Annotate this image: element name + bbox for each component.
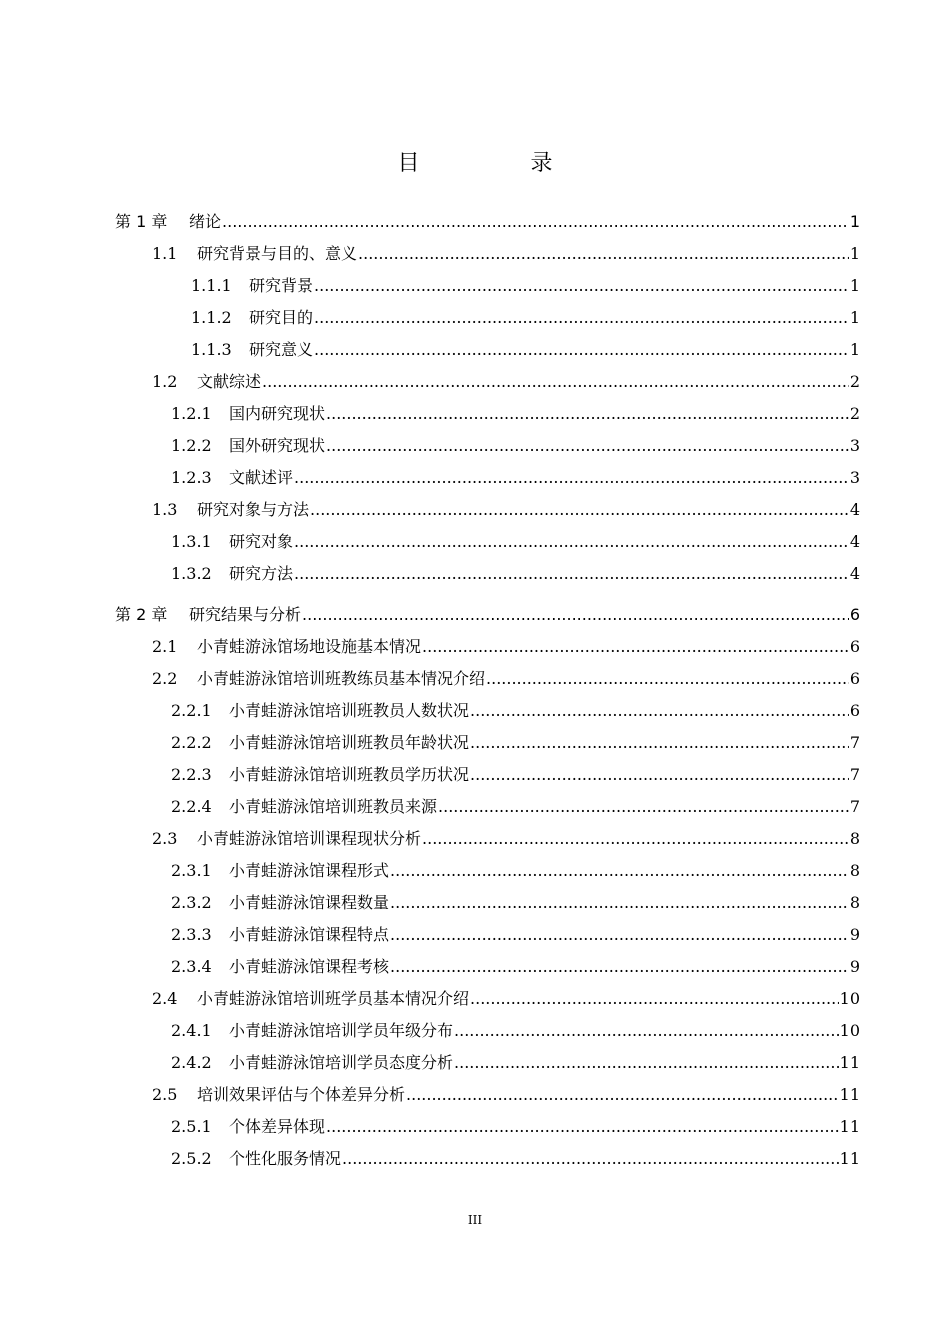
toc-entry-number: 2.3 [152, 829, 178, 848]
toc-entry[interactable] [152, 827, 860, 851]
toc-entry[interactable] [152, 242, 860, 266]
toc-entry-page-number: 1 [849, 308, 860, 327]
toc-entry-number: 2.5.1 [171, 1117, 212, 1136]
toc-entry-page-number: 11 [839, 1149, 860, 1168]
toc-entry-title: 绪论 [189, 212, 222, 231]
toc-entry[interactable] [171, 466, 860, 490]
toc-entry-page-number: 10 [839, 1021, 860, 1040]
toc-entry-page-number: 1 [849, 212, 860, 231]
toc-dot-leader [454, 1019, 839, 1043]
toc-entry-number: 2.2 [152, 669, 178, 688]
toc-entry-page-number: 8 [849, 893, 860, 912]
toc-entry[interactable] [171, 955, 860, 979]
toc-dot-leader [438, 795, 849, 819]
toc-entry[interactable] [152, 1083, 860, 1107]
toc-entry-page-number: 2 [849, 372, 860, 391]
toc-entry-number: 1.3.1 [171, 532, 212, 551]
toc-entry-page-number: 6 [849, 669, 860, 688]
toc-entry[interactable] [152, 635, 860, 659]
toc-entry-page-number: 8 [849, 829, 860, 848]
toc-entry-title: 小青蛙游泳馆场地设施基本情况 [197, 637, 422, 656]
toc-entry[interactable] [152, 667, 860, 691]
toc-entry-page-number: 11 [839, 1117, 860, 1136]
toc-entry-number: 2.2.3 [171, 765, 212, 784]
toc-entry-page-number: 3 [849, 468, 860, 487]
toc-entry-number: 1.2 [152, 372, 178, 391]
toc-dot-leader [314, 338, 849, 362]
toc-dot-leader [326, 402, 849, 426]
toc-entry-title: 国外研究现状 [229, 436, 326, 455]
toc-entry-page-number: 7 [849, 765, 860, 784]
toc-dot-leader [390, 891, 849, 915]
toc-entry[interactable] [171, 1115, 860, 1139]
toc-entry-title: 个性化服务情况 [229, 1149, 342, 1168]
toc-dot-leader [222, 210, 849, 234]
toc-entry-page-number: 11 [839, 1053, 860, 1072]
toc-entry-title: 国内研究现状 [229, 404, 326, 423]
toc-dot-leader [326, 434, 849, 458]
toc-entry-page-number: 6 [849, 637, 860, 656]
toc-entry-title: 小青蛙游泳馆培训班教员年龄状况 [229, 733, 470, 752]
toc-dot-leader [470, 763, 849, 787]
toc-entry[interactable] [115, 603, 860, 627]
toc-entry[interactable] [191, 274, 860, 298]
toc-entry-title: 小青蛙游泳馆课程数量 [229, 893, 390, 912]
toc-entry-number: 2.2.4 [171, 797, 212, 816]
toc-entry-number: 1.1 [152, 244, 178, 263]
toc-entry-number: 2.4.2 [171, 1053, 212, 1072]
toc-dot-leader [326, 1115, 839, 1139]
toc-entry-title: 研究结果与分析 [189, 605, 302, 624]
toc-entry[interactable] [171, 859, 860, 883]
toc-entry-title: 小青蛙游泳馆课程特点 [229, 925, 390, 944]
toc-entry-number: 2.4 [152, 989, 178, 1008]
toc-entry-number: 1.1.3 [191, 340, 232, 359]
toc-entry-page-number: 11 [839, 1085, 860, 1104]
toc-entry-number: 第 1 章 [115, 212, 168, 231]
toc-entry-title: 研究目的 [249, 308, 314, 327]
toc-entry-page-number: 8 [849, 861, 860, 880]
toc-entry[interactable] [171, 530, 860, 554]
toc-entry-title: 小青蛙游泳馆培训班教练员基本情况介绍 [197, 669, 486, 688]
toc-entry-title: 小青蛙游泳馆培训班学员基本情况介绍 [197, 989, 470, 1008]
toc-entry-page-number: 6 [849, 605, 860, 624]
toc-entry-number: 1.2.3 [171, 468, 212, 487]
toc-entry-page-number: 1 [849, 244, 860, 263]
toc-dot-leader [422, 635, 849, 659]
toc-entry-title: 培训效果评估与个体差异分析 [197, 1085, 406, 1104]
toc-entry-number: 2.4.1 [171, 1021, 212, 1040]
toc-entry[interactable] [171, 402, 860, 426]
toc-entry-number: 2.3.1 [171, 861, 212, 880]
toc-entry-number: 2.5.2 [171, 1149, 212, 1168]
toc-entry-page-number: 7 [849, 733, 860, 752]
toc-entry[interactable] [152, 498, 860, 522]
toc-entry[interactable] [171, 434, 860, 458]
toc-dot-leader [454, 1051, 839, 1075]
toc-entry-title: 研究意义 [249, 340, 314, 359]
toc-dot-leader [390, 859, 849, 883]
toc-entry[interactable] [171, 562, 860, 586]
toc-entry-page-number: 2 [849, 404, 860, 423]
toc-dot-leader [302, 603, 849, 627]
toc-entry[interactable] [171, 731, 860, 755]
toc-entry-page-number: 4 [849, 564, 860, 583]
toc-dot-leader [294, 562, 849, 586]
toc-entry-number: 1.2.1 [171, 404, 212, 423]
toc-dot-leader [342, 1147, 839, 1171]
toc-entry-title: 小青蛙游泳馆培训学员态度分析 [229, 1053, 454, 1072]
toc-dot-leader [406, 1083, 839, 1107]
toc-entry-number: 1.3 [152, 500, 178, 519]
toc-entry-number: 2.3.2 [171, 893, 212, 912]
toc-entry-page-number: 4 [849, 500, 860, 519]
toc-dot-leader [310, 498, 849, 522]
toc-entry-number: 2.3.3 [171, 925, 212, 944]
page-number-footer: III [467, 1213, 483, 1227]
toc-entry-number: 1.1.2 [191, 308, 232, 327]
toc-dot-leader [294, 466, 849, 490]
toc-entry-page-number: 7 [849, 797, 860, 816]
toc-entry[interactable] [191, 306, 860, 330]
toc-entry-title: 小青蛙游泳馆培训班教员来源 [229, 797, 438, 816]
toc-entry[interactable] [171, 923, 860, 947]
toc-entry-title: 研究对象与方法 [197, 500, 310, 519]
toc-entry-number: 2.1 [152, 637, 178, 656]
toc-entry-page-number: 10 [839, 989, 860, 1008]
toc-entry-number: 1.2.2 [171, 436, 212, 455]
toc-entry[interactable] [152, 370, 860, 394]
toc-entry[interactable] [171, 1147, 860, 1171]
toc-dot-leader [358, 242, 849, 266]
toc-entry[interactable] [171, 891, 860, 915]
toc-dot-leader [422, 827, 849, 851]
toc-entry-title: 小青蛙游泳馆培训班教员学历状况 [229, 765, 470, 784]
toc-entry-title: 个体差异体现 [229, 1117, 326, 1136]
toc-dot-leader [486, 667, 849, 691]
toc-dot-leader [470, 699, 849, 723]
toc-dot-leader [390, 923, 849, 947]
toc-entry-title: 文献述评 [229, 468, 294, 487]
toc-entry-title: 小青蛙游泳馆培训课程现状分析 [197, 829, 422, 848]
toc-entry-number: 2.5 [152, 1085, 178, 1104]
toc-entry-title: 小青蛙游泳馆课程形式 [229, 861, 390, 880]
toc-dot-leader [390, 955, 849, 979]
toc-entry-page-number: 1 [849, 276, 860, 295]
toc-entry-title: 研究背景 [249, 276, 314, 295]
toc-entry[interactable] [191, 338, 860, 362]
toc-dot-leader [262, 370, 849, 394]
toc-entry-title: 小青蛙游泳馆培训学员年级分布 [229, 1021, 454, 1040]
toc-entry-number: 2.3.4 [171, 957, 212, 976]
toc-dot-leader [294, 530, 849, 554]
toc-entry-page-number: 4 [849, 532, 860, 551]
toc-entry-title: 小青蛙游泳馆课程考核 [229, 957, 390, 976]
toc-entry[interactable] [171, 1051, 860, 1075]
toc-entry-title: 研究方法 [229, 564, 294, 583]
toc-entry-number: 第 2 章 [115, 605, 168, 624]
toc-entry-page-number: 3 [849, 436, 860, 455]
toc-entry-page-number: 1 [849, 340, 860, 359]
toc-dot-leader [314, 274, 849, 298]
toc-dot-leader [470, 987, 839, 1011]
toc-dot-leader [314, 306, 849, 330]
toc-entry-page-number: 9 [849, 925, 860, 944]
toc-entry-title: 文献综述 [197, 372, 262, 391]
toc-entry-number: 1.3.2 [171, 564, 212, 583]
toc-entry[interactable] [171, 763, 860, 787]
toc-entry[interactable] [152, 987, 860, 1011]
page-title: 目 录 [397, 151, 605, 176]
toc-entry-page-number: 6 [849, 701, 860, 720]
toc-entry-title: 研究对象 [229, 532, 294, 551]
toc-entry[interactable] [171, 699, 860, 723]
toc-dot-leader [470, 731, 849, 755]
toc-entry-number: 2.2.2 [171, 733, 212, 752]
toc-entry[interactable] [171, 1019, 860, 1043]
toc-entry-number: 1.1.1 [191, 276, 232, 295]
toc-entry-title: 研究背景与目的、意义 [197, 244, 358, 263]
toc-entry-number: 2.2.1 [171, 701, 212, 720]
toc-entry[interactable] [171, 795, 860, 819]
toc-entry-title: 小青蛙游泳馆培训班教员人数状况 [229, 701, 470, 720]
toc-entry[interactable] [115, 210, 860, 234]
toc-entry-page-number: 9 [849, 957, 860, 976]
